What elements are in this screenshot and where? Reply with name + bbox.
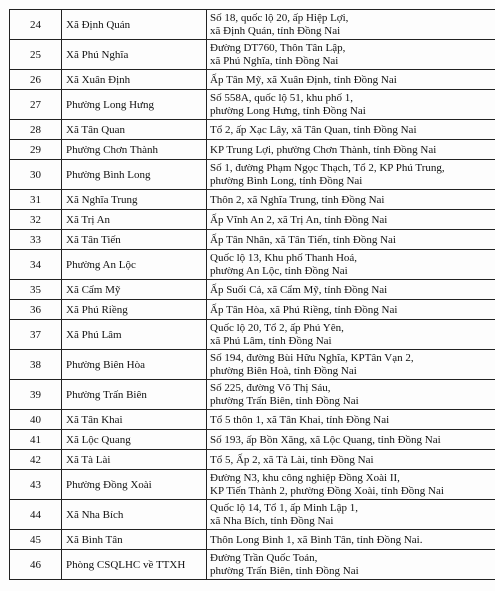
row-number: 38 [10,350,62,380]
address-line: Ấp Tân Nhân, xã Tân Tiến, tỉnh Đồng Nai [210,233,396,246]
address-line: KP Trung Lợi, phường Chơn Thành, tỉnh Đồng Nai [210,143,437,156]
address-line: xã Nha Bích, tỉnh Đồng Nai [210,515,334,527]
row-number: 29 [10,140,62,160]
unit-address [207,90,495,120]
address-line: Số 558A, quốc lộ 51, khu phố 1, [210,92,353,104]
table-row [10,320,495,350]
row-number: 30 [10,160,62,190]
address-line: Ấp Suối Cả, xã Cẩm Mỹ, tỉnh Đồng Nai [210,283,388,296]
unit-address [207,160,495,190]
unit-address [207,450,495,470]
unit-name: Xã Tân Khai [62,410,207,430]
address-line: Đường DT760, Thôn Tân Lập, [210,42,346,54]
unit-name: Phường Bình Long [62,160,207,190]
row-number: 35 [10,280,62,300]
address-line: Ấp Tân Mỹ, xã Xuân Định, tỉnh Đồng Nai [210,73,397,86]
unit-name: Phường Trấn Biên [62,380,207,410]
address-line: Ấp Vĩnh An 2, xã Trị An, tỉnh Đồng Nai [210,213,388,226]
table-row [10,40,495,70]
unit-name: Xã Phú Riềng [62,300,207,320]
address-line: Thôn 2, xã Nghĩa Trung, tỉnh Đồng Nai [210,193,385,206]
unit-name: Phường Chơn Thành [62,140,207,160]
row-number: 45 [10,530,62,550]
table-row [10,140,495,160]
row-number: 28 [10,120,62,140]
unit-address [207,230,495,250]
table-row [10,210,495,230]
address-line: phường An Lộc, tỉnh Đồng Nai [210,265,348,277]
table-body [10,10,495,580]
unit-name: Xã Tân Tiến [62,230,207,250]
unit-address [207,40,495,70]
table-row [10,450,495,470]
unit-name: Xã Tà Lài [62,450,207,470]
row-number: 32 [10,210,62,230]
address-line: Số 193, ấp Bồn Xăng, xã Lộc Quang, tỉnh Đồng Nai [210,433,441,446]
unit-address [207,430,495,450]
table-row [10,500,495,530]
address-line: xã Định Quán, tỉnh Đồng Nai [210,25,341,37]
unit-address [207,350,495,380]
unit-name: Xã Nha Bích [62,500,207,530]
address-line: Tổ 5 thôn 1, xã Tân Khai, tỉnh Đồng Nai [210,413,390,426]
unit-name: Xã Phú Lâm [62,320,207,350]
address-line: Tổ 5, Ấp 2, xã Tà Lài, tỉnh Đồng Nai [210,453,374,466]
row-number: 34 [10,250,62,280]
unit-address [207,280,495,300]
unit-address [207,10,495,40]
table-row [10,160,495,190]
table-row [10,190,495,210]
address-line: phường Biên Hoà, tỉnh Đồng Nai [210,365,357,377]
unit-address [207,470,495,500]
address-line: Quốc lộ 13, Khu phố Thanh Hoá, [210,252,358,264]
unit-address [207,300,495,320]
unit-address [207,320,495,350]
table-row [10,380,495,410]
table-row [10,530,495,550]
address-line: Đường Trần Quốc Toản, [210,552,318,564]
row-number: 37 [10,320,62,350]
unit-address [207,70,495,90]
table-row [10,300,495,320]
unit-name: Xã Bình Tân [62,530,207,550]
table-row [10,120,495,140]
unit-name: Xã Trị An [62,210,207,230]
row-number: 46 [10,550,62,580]
address-line: xã Phú Lâm, tỉnh Đồng Nai [210,335,332,347]
unit-name: Xã Nghĩa Trung [62,190,207,210]
row-number: 27 [10,90,62,120]
row-number: 42 [10,450,62,470]
table-row [10,230,495,250]
unit-name: Phòng CSQLHC về TTXH [62,550,207,580]
address-line: Đường N3, khu công nghiệp Đồng Xoài II, [210,472,400,484]
table-row [10,280,495,300]
address-line: phường Bình Long, tỉnh Đồng Nai [210,175,363,187]
row-number: 26 [10,70,62,90]
unit-address [207,500,495,530]
table-row [10,550,495,580]
unit-address [207,120,495,140]
row-number: 41 [10,430,62,450]
address-line: Ấp Tân Hòa, xã Phú Riềng, tỉnh Đồng Nai [210,303,398,316]
address-line: Thôn Long Bình 1, xã Bình Tân, tỉnh Đồng Nai. [210,533,423,546]
unit-address [207,410,495,430]
unit-name: Xã Định Quán [62,10,207,40]
table-row [10,250,495,280]
address-line: phường Trấn Biên, tỉnh Đồng Nai [210,565,359,577]
address-line: phường Long Hưng, tỉnh Đồng Nai [210,105,366,117]
address-line: Số 1, đường Phạm Ngọc Thạch, Tổ 2, KP Phú Trung, [210,162,445,174]
unit-name: Xã Xuân Định [62,70,207,90]
unit-address [207,380,495,410]
unit-name: Phường An Lộc [62,250,207,280]
address-line: Tổ 2, ấp Xạc Lây, xã Tân Quan, tỉnh Đồng Nai [210,123,417,136]
table-row [10,470,495,500]
row-number: 24 [10,10,62,40]
address-line: Quốc lộ 14, Tổ 1, ấp Minh Lập 1, [210,502,358,514]
row-number: 44 [10,500,62,530]
row-number: 39 [10,380,62,410]
row-number: 43 [10,470,62,500]
unit-name: Xã Phú Nghĩa [62,40,207,70]
unit-name: Xã Cẩm Mỹ [62,280,207,300]
address-line: xã Phú Nghĩa, tỉnh Đồng Nai [210,55,339,67]
unit-name: Xã Lộc Quang [62,430,207,450]
address-line: KP Tiến Thành 2, phường Đồng Xoài, tỉnh Đồng Nai [210,485,444,497]
address-line: Số 225, đường Võ Thị Sáu, [210,382,331,394]
address-line: Số 18, quốc lộ 20, ấp Hiệp Lợi, [210,12,349,24]
table-row [10,350,495,380]
unit-address [207,550,495,580]
unit-name: Phường Biên Hòa [62,350,207,380]
unit-address [207,210,495,230]
table-row [10,430,495,450]
unit-address [207,140,495,160]
address-line: phường Trấn Biên, tỉnh Đồng Nai [210,395,359,407]
unit-address [207,250,495,280]
unit-name: Phường Đồng Xoài [62,470,207,500]
row-number: 33 [10,230,62,250]
table-row [10,70,495,90]
row-number: 36 [10,300,62,320]
address-line: Số 194, đường Bùi Hữu Nghĩa, KPTân Vạn 2, [210,352,414,364]
address-line: Quốc lộ 20, Tổ 2, ấp Phú Yên, [210,322,344,334]
row-number: 40 [10,410,62,430]
police-units-table [9,9,495,580]
unit-address [207,190,495,210]
unit-name: Phường Long Hưng [62,90,207,120]
unit-address [207,530,495,550]
row-number: 31 [10,190,62,210]
table-row [10,10,495,40]
table-row [10,90,495,120]
unit-name: Xã Tân Quan [62,120,207,140]
table-row [10,410,495,430]
row-number: 25 [10,40,62,70]
